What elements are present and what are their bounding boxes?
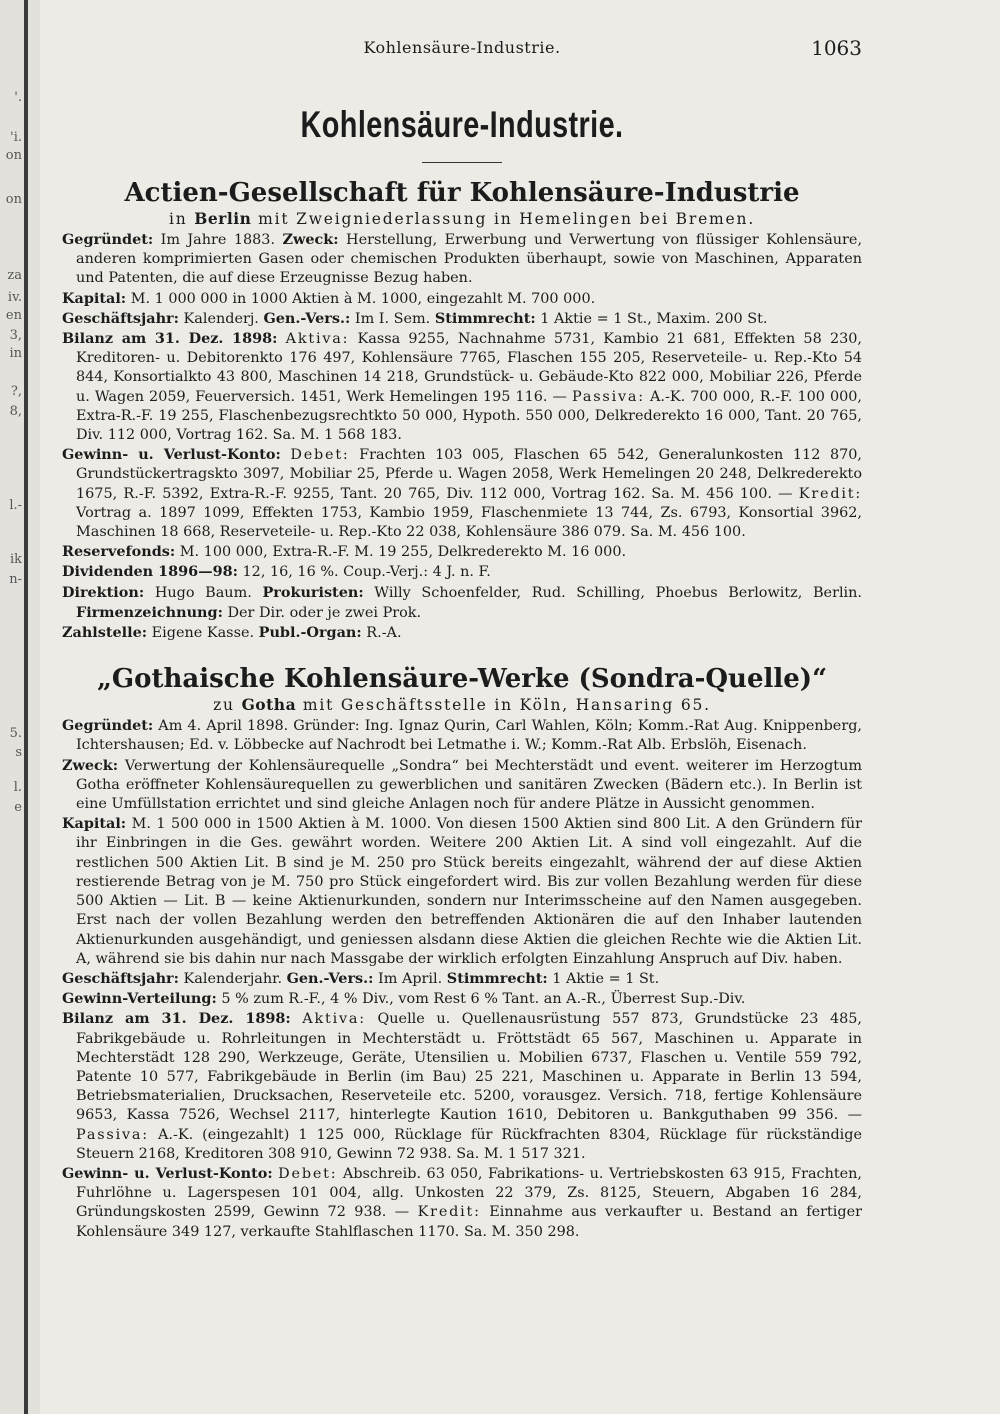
entry-label: Zweck: — [282, 231, 339, 248]
entry-label: Firmenzeichnung: — [76, 603, 223, 621]
entry-text: Quelle u. Quellenausrüstung 557 873, Grundstücke 23 485, Fabrikgebäude u. Rohrleitungen in Mechterstädt u. Fröttstädt 65 567, Maschinen u. Apparate in Mechterstädt 128 290, Werkzeuge, Geräte, Utensilien u. Mobilien 6737, Flaschen u. Ventile 559 792, Patente 10 577, Fabrikgebäude in Berlin (im Bau) 25 221, Maschinen u. Apparate in Berlin 13 594, Betriebsmaterialien, Drucksachen, Reserveteile etc. 5200, vorausgez. Versich. 718, fertige Kohlensäure 9653, Kassa 7526, Wechsel 2117, hinterlegte Kaution 1610, Debitoren u. Bankguthaben 99 356. — — [76, 1011, 862, 1124]
company-title: „Gothaische Kohlensäure-Werke (Sondra-Quelle)“ — [96, 664, 828, 695]
gutter-fragment: 3, — [9, 328, 22, 343]
entry-gegruendet — [62, 716, 862, 755]
entry-label: Zweck: — [62, 756, 119, 774]
running-header-title: Kohlensäure-Industrie. — [363, 38, 561, 57]
entry-spaced-label: Passiva: — [76, 1126, 149, 1143]
entry-bilanz — [62, 329, 862, 445]
entry-label: Direktion: — [62, 583, 145, 601]
entry-zahlstelle — [62, 623, 862, 643]
gutter-fragment: on — [5, 192, 22, 207]
gutter-fragment: 'i. — [10, 130, 22, 145]
entry-reservefonds — [62, 542, 862, 562]
entry-spaced-label: Aktiva: — [285, 331, 350, 348]
entry-text: Eigene Kasse. — [151, 625, 255, 642]
entry-gewinn-verlust — [62, 1164, 862, 1242]
entry-text: M. 1 500 000 in 1500 Aktien à M. 1000. Von diesen 1500 Aktien sind 800 Lit. A den Gründern für ihr Einbringen in die Ges. gewährt worden. Weitere 200 Aktien Lit. A sind voll eingezahlt. Auf die restlichen 500 Aktien Lit. B sind je M. 250 pro Stück bereits eingezahlt, während der auf diese Aktien restierende Betrag von je M. 750 pro Stück eingefordert wird. Bis zur vollen Bezahlung werden für diese 500 Aktien — Lit. B — keine Aktienurkunden, sondern nur Interimsscheine auf den Namen ausgegeben. Erst nach der vollen Bezahlung werden den betreffenden Aktionären die auf den Inhaber lautenden Aktienurkunden ausgehändigt, und geniessen alsdann diese Aktien die gleichen Rechte wie die Aktien Lit. A, während sie bis dahin nur nach Massgabe der wirklich erfolgten Einzahlung Anspruch auf Div. haben. — [76, 816, 862, 967]
entry-text: Willy Schoenfelder, Rud. Schilling, Phoebus Berlowitz, Berlin. — [374, 584, 862, 601]
entry-kapital — [62, 814, 862, 969]
title-divider — [422, 162, 502, 163]
entry-label: Gegründet: — [62, 231, 154, 248]
entry-spaced-label: Kredit: — [417, 1204, 481, 1221]
entry-spaced-label: Debet: — [290, 447, 350, 464]
entry-text: Frachten 103 005, Flaschen 65 542, Generalunkosten 112 870, Grundstückertragskto 3097, Mobiliar 25, Pferde u. Wagen 2058, Werk Hemelingen 20 248, Delkrederekto 1675, R.-F. 5392, Extra-R.-F. 9255, Tant. 20 765, Div. 112 000, Vortrag 162. Sa. M. 456 100. — — [76, 447, 862, 502]
entry-text: Im I. Sem. — [354, 310, 431, 327]
entry-label: Stimmrecht: — [446, 969, 548, 987]
entry-gewinn-verteilung — [62, 989, 862, 1009]
gutter-fragment: l. — [13, 780, 22, 795]
subtitle-city: Berlin — [194, 209, 252, 228]
entry-text: Kalenderjahr. — [183, 970, 283, 987]
entry-text: Einnahme aus verkaufter u. Bestand an fertiger Kohlensäure 349 127, verkaufte Stahlflaschen 1170. Sa. M. 350 298. — [76, 1204, 863, 1240]
entry-label: Kapital: — [62, 289, 127, 307]
entry-text: Kassa 9255, Nachnahme 5731, Kambio 21 681, Effekten 58 230, Kreditoren- u. Debitorenkto 176 497, Kohlensäure 7765, Flaschen 155 205, Reserveteile- u. Rep.-Kto 54 844, Konsortialkto 43 800, Maschinen 14 218, Grundstück- u. Gebäude-Kto 822 000, Mobiliar 226, Pferde u. Wagen 2059, Feuerversich. 1451, Werk Hemelingen 195 116. — — [76, 331, 863, 405]
entry-text: Abschreib. 63 050, Fabrikations- u. Vertriebskosten 63 915, Frachten, Fuhrlöhne u. Lagerspesen 101 004, allg. Unkosten 22 379, Zs. 8125, Steuern, Abgaben 16 284, Gründungskosten 2599, Gewinn 72 938. — — [76, 1165, 863, 1221]
entry-label: Gen.-Vers.: — [263, 309, 351, 327]
gutter-fragment: on — [5, 148, 22, 163]
entry-label: Kapital: — [62, 815, 127, 833]
entry-text: A.-K. 700 000, R.-F. 100 000, Extra-R.-F. 19 255, Flaschenbezugsrechtkto 50 000, Hypoth. 550 000, Delkrederekto 16 000, Tant. 20 765, Div. 112 000, Vortrag 162. Sa. M. 1 568 183. — [76, 388, 863, 444]
entry-kapital — [62, 289, 862, 309]
entry-label: Dividenden 1896—98: — [62, 563, 238, 581]
gutter-rule — [24, 0, 28, 1414]
entry-dividenden — [62, 562, 862, 582]
subtitle-post: mit Geschäftsstelle in Köln, Hansaring 65. — [302, 696, 711, 715]
page-number: 1063 — [811, 36, 862, 60]
entry-label: Stimmrecht: — [434, 309, 536, 327]
entry-text: Hugo Baum. — [154, 584, 252, 601]
gutter-fragment: za — [7, 268, 22, 283]
left-gutter-bleed — [0, 0, 40, 1414]
company-section-2 — [62, 663, 862, 1241]
entry-direktion — [62, 583, 862, 623]
gutter-fragment: in — [9, 346, 22, 361]
entry-label: Publ.-Organ: — [258, 624, 362, 642]
gutter-fragment: e — [14, 800, 22, 815]
entry-label: Gegründet: — [62, 717, 154, 735]
entry-text: M. 1 000 000 in 1000 Aktien à M. 1000, eingezahlt M. 700 000. — [130, 290, 596, 307]
entry-bilanz — [62, 1009, 862, 1164]
entry-text: Im April. — [378, 970, 443, 987]
entry-zweck — [62, 756, 862, 815]
entry-text: Im Jahre 1883. — [160, 232, 276, 248]
entry-geschaeftsjahr — [62, 969, 862, 989]
entry-spaced-label: Aktiva: — [302, 1011, 366, 1028]
entry-gewinn-verlust — [62, 445, 862, 542]
company-subtitle — [62, 209, 862, 229]
subtitle-pre: zu — [213, 696, 235, 715]
entry-text: Herstellung, Erwerbung und Verwertung von flüssiger Kohlensäure, anderen komprimierten Gasen oder chemischen Produkten überhaupt, sowie von Maschinen, Apparaten und Patenten, die auf diese Erzeugnisse Bezug haben. — [76, 232, 863, 287]
entry-spaced-label: Passiva: — [571, 388, 645, 405]
entry-text: A.-K. (eingezahlt) 1 125 000, Rücklage für Rückfrachten 8304, Rücklage für rückständige Steuern 2168, Kreditoren 308 910, Gewinn 72 938. Sa. M. 1 517 321. — [76, 1126, 863, 1162]
entry-label: Zahlstelle: — [62, 624, 148, 642]
gutter-fragment: 8, — [9, 404, 22, 419]
section-title: Kohlensäure-Industrie. — [300, 104, 624, 145]
gutter-fragment: ?, — [10, 384, 22, 399]
subtitle-post: mit Zweigniederlassung in Hemelingen bei Bremen. — [258, 210, 756, 228]
entry-text: 12, 16, 16 %. Coup.-Verj.: 4 J. n. F. — [242, 564, 491, 581]
entry-label: Gewinn- u. Verlust-Konto: — [62, 1164, 273, 1182]
entry-geschaeftsjahr — [62, 309, 862, 329]
entry-spaced-label: Debet: — [278, 1165, 338, 1182]
entry-text: R.-A. — [366, 625, 402, 642]
company-subtitle — [62, 695, 862, 715]
entry-text: 1 Aktie = 1 St., Maxim. 200 St. — [540, 310, 768, 327]
gutter-fragment: ik — [9, 552, 22, 567]
gutter-fragment: iv. — [7, 290, 22, 305]
entry-text: Am 4. April 1898. Gründer: Ing. Ignaz Qurin, Carl Wahlen, Köln; Komm.-Rat Aug. Knippenberg, Ichtershausen; Ed. v. Löbbecke auf Nachrodt bei Letmathe i. W.; Komm.-Rat Alb. Erbslöh, Eisenach. — [76, 718, 862, 754]
entry-text: 1 Aktie = 1 St. — [552, 970, 660, 987]
entry-label: Reservefonds: — [62, 543, 176, 561]
gutter-fragment: l.- — [9, 498, 22, 513]
entry-text: Der Dir. oder je zwei Prok. — [227, 604, 422, 621]
company-section-1 — [62, 177, 862, 643]
company-title: Actien-Gesellschaft für Kohlensäure-Industrie — [124, 178, 800, 208]
document-page — [62, 36, 862, 1242]
entry-gegruendet — [62, 230, 862, 289]
entry-label: Prokuristen: — [262, 583, 364, 601]
running-header — [62, 36, 862, 60]
entry-text: Vortrag a. 1897 1099, Effekten 1753, Kambio 1959, Flaschenmiete 13 744, Zs. 6793, Konsortial 3962, Maschinen 18 668, Reserveteile- u. Rep.-Kto 22 038, Kohlensäure 386 079. Sa. M. 456 100. — [76, 504, 862, 541]
gutter-fragment: s — [15, 745, 22, 760]
subtitle-pre: in — [168, 210, 188, 228]
entry-text: M. 100 000, Extra-R.-F. M. 19 255, Delkrederekto M. 16 000. — [179, 544, 627, 561]
gutter-fragment: en — [5, 308, 22, 323]
gutter-fragment: '. — [14, 90, 22, 105]
gutter-fragment: n- — [9, 572, 22, 587]
gutter-fragment: 5. — [9, 726, 22, 741]
entry-label: Bilanz am 31. Dez. 1898: — [62, 330, 278, 348]
entry-label: Geschäftsjahr: — [62, 969, 179, 987]
entry-label: Gen.-Vers.: — [286, 969, 374, 987]
entry-spaced-label: Kredit: — [798, 485, 862, 502]
entry-label: Geschäftsjahr: — [62, 309, 179, 327]
entry-text: Verwertung der Kohlensäurequelle „Sondra“ bei Mechterstädt und event. weiterer im Herzogtum Gotha eröffneter Kohlensäurequellen zu gewerblichen und sanitären Zwecken (Bädern etc.). In Berlin ist eine Umfüllstation errichtet und sind gleiche Anlagen noch für andere Plätze in Aussicht genommen. — [76, 757, 862, 813]
entry-text: Kalenderj. — [183, 310, 259, 327]
subtitle-city: Gotha — [241, 695, 297, 715]
entry-label: Bilanz am 31. Dez. 1898: — [62, 1010, 291, 1028]
entry-label: Gewinn-Verteilung: — [62, 990, 217, 1008]
entry-text: 5 % zum R.-F., 4 % Div., vom Rest 6 % Tant. an A.-R., Überrest Sup.-Div. — [221, 991, 746, 1008]
entry-label: Gewinn- u. Verlust-Konto: — [62, 446, 281, 464]
